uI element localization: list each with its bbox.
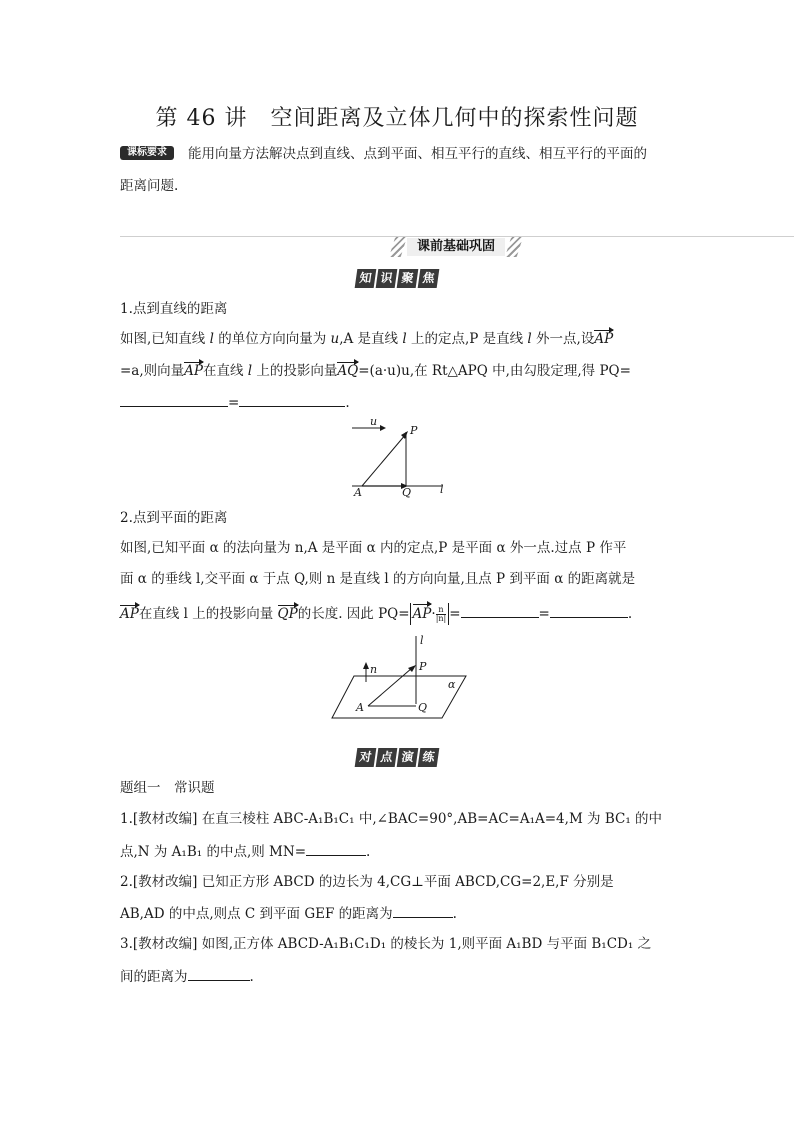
text: . [249, 969, 254, 985]
answer-blank[interactable] [461, 603, 539, 618]
question-1-line-2 [120, 841, 794, 862]
vector-ap: AP [120, 606, 139, 622]
requirement-badge: 课标要求 [120, 146, 174, 160]
text: 间的距离为 [120, 969, 188, 985]
dot: · [431, 606, 436, 622]
label-p: P [410, 424, 418, 437]
practice-badge-char: 练 [418, 748, 440, 767]
text: =(a·u)u,在 Rt△APQ 中,由勾股定理,得 PQ= [358, 363, 631, 379]
part2-line-2: 面 α 的垂线 l,交平面 α 于点 Q,则 n 是直线 l 的方向向量,且点 P 到平面 α 的距离就是 [120, 571, 636, 587]
text: 上的定点,P 是直线 [406, 331, 528, 347]
vector-ap-line [362, 434, 406, 486]
label-a: A [356, 701, 364, 714]
label-q: Q [402, 486, 412, 499]
vector-ap-arrowhead [401, 431, 408, 439]
fraction [436, 606, 447, 623]
plane-alpha [332, 676, 466, 718]
vector-ap: AP [184, 363, 203, 379]
text: . [452, 906, 457, 922]
label-l: l [440, 483, 444, 496]
text: l [247, 363, 253, 379]
text: 如图,已知直线 [120, 331, 210, 347]
part1-line-3 [120, 392, 794, 413]
text: 的长度. 因此 PQ= [297, 606, 410, 622]
text: =a,则向量 [120, 363, 185, 379]
vector-qp: QP [277, 606, 298, 622]
question-3-line-2 [120, 966, 794, 987]
text: 在直线 [203, 363, 248, 379]
requirement-line-1: 能用向量方法解决点到直线、点到平面、相互平行的直线、相互平行的平面的 [188, 146, 647, 162]
part1-line-1 [120, 329, 794, 349]
text: l [402, 331, 407, 347]
fraction-numerator: n [436, 606, 447, 615]
page-title: 第 46 讲 空间距离及立体几何中的探索性问题 [155, 106, 639, 131]
banner-stripe-left [389, 237, 407, 257]
question-3-line-1: 3.[教材改编] 如图,正方体 ABCD-A₁B₁C₁D₁ 的棱长为 1,则平面 A₁BD 与平面 B₁CD₁ 之 [120, 936, 652, 952]
requirement-line-2: 距离问题. [120, 178, 179, 194]
part1-heading: 1.点到直线的距离 [120, 301, 228, 317]
text: u [330, 331, 340, 347]
part2-heading: 2.点到平面的距离 [120, 510, 228, 526]
vector-ap: AP [594, 331, 614, 347]
problem-group-heading: 题组一 常识题 [120, 780, 215, 796]
answer-blank[interactable] [239, 392, 345, 407]
knowledge-badge [0, 269, 794, 288]
figure-point-to-line [340, 416, 460, 500]
text: 点,N 为 A₁B₁ 的中点,则 MN= [120, 844, 307, 860]
text: ,A 是直线 [339, 331, 403, 347]
question-2-line-1: 2.[教材改编] 已知正方形 ABCD 的边长为 4,CG⊥平面 ABCD,CG=2,E,F 分别是 [120, 874, 614, 890]
text: . [345, 395, 350, 411]
knowledge-badge-char: 聚 [397, 269, 419, 288]
answer-blank[interactable] [120, 392, 228, 407]
absolute-value-expression [410, 603, 450, 625]
knowledge-badge-char: 知 [355, 269, 377, 288]
label-l: l [420, 634, 424, 647]
question-2-line-2 [120, 903, 794, 924]
vector-u-arrowhead [380, 425, 386, 431]
text: . [366, 844, 371, 860]
vector-ap: AP [413, 603, 432, 625]
answer-blank[interactable] [306, 841, 366, 856]
text: l [527, 331, 532, 347]
label-a: A [354, 486, 362, 499]
answer-blank[interactable] [188, 966, 250, 981]
text: 的单位方向向量为 [213, 331, 331, 347]
knowledge-badge-char: 焦 [418, 269, 440, 288]
banner-stripe-right [505, 237, 523, 257]
section-banner-title: 课前基础巩固 [407, 238, 505, 256]
practice-badge [0, 748, 794, 767]
practice-badge-char: 对 [355, 748, 377, 767]
label-q: Q [418, 701, 428, 714]
text: 外一点,设 [531, 331, 595, 347]
figure-point-to-plane [328, 632, 472, 724]
text: = [449, 606, 461, 622]
label-alpha: α [448, 678, 456, 691]
text: . [627, 606, 633, 622]
part1-line-2 [120, 361, 794, 381]
question-1-line-1: 1.[教材改编] 在直三棱柱 ABC-A₁B₁C₁ 中,∠BAC=90°,AB=AC=A₁A=4,M 为 BC₁ 的中 [120, 811, 663, 827]
text: = [538, 606, 550, 622]
vector-aq: AQ [337, 363, 359, 379]
text: = [228, 395, 240, 411]
text: AB,AD 的中点,则点 C 到平面 GEF 的距离为 [120, 906, 393, 922]
normal-vector-arrowhead [363, 662, 369, 669]
practice-badge-char: 点 [376, 748, 398, 767]
text: l [209, 331, 214, 347]
practice-badge-char: 演 [397, 748, 419, 767]
label-u: u [370, 416, 378, 428]
label-p: P [419, 660, 427, 673]
label-n: n [370, 663, 378, 676]
text: 上的投影向量 [252, 363, 338, 379]
part2-line-3 [120, 603, 794, 625]
answer-blank[interactable] [550, 603, 628, 618]
knowledge-badge-char: 识 [376, 269, 398, 288]
fraction-denominator: |n| [435, 614, 447, 623]
section-banner [378, 237, 534, 257]
answer-blank[interactable] [393, 903, 453, 918]
text: 在直线 l 上的投影向量 [138, 606, 278, 622]
part2-line-1: 如图,已知平面 α 的法向量为 n,A 是平面 α 内的定点,P 是平面 α 外一点.过点 P 作平 [120, 540, 627, 556]
